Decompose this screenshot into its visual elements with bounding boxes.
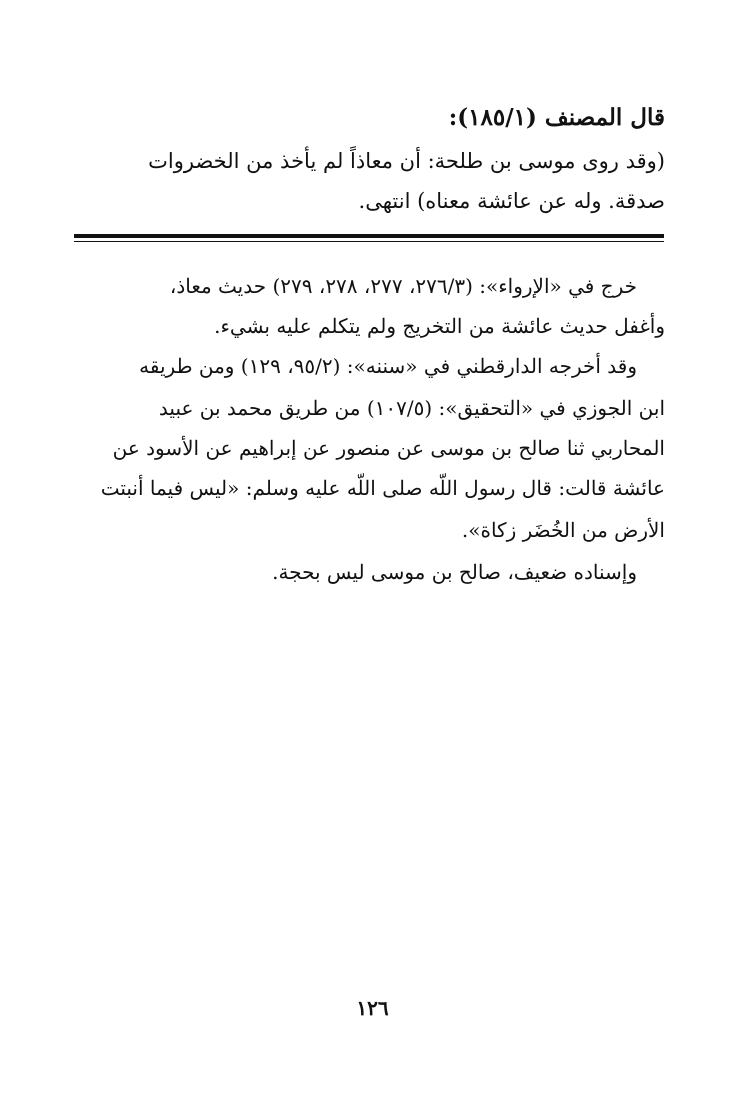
body-line: وقد أخرجه الدارقطني في «سننه»: (٩٥/٢، ١٢٩) ومن طريقه — [139, 354, 637, 378]
quote-line: (وقد روى موسى بن طلحة: أن معاذاً لم يأخذ من الخضروات — [148, 149, 665, 173]
body-line: عائشة قالت: قال رسول اللّه صلى اللّه عليه وسلم: «ليس فيما أنبتت — [100, 476, 665, 500]
body-line: ابن الجوزي في «التحقيق»: (١٠٧/٥) من طريق محمد بن عبيد — [158, 396, 665, 420]
section-heading: قال المصنف (١٨٥/١): — [448, 104, 665, 131]
body-line: وأغفل حديث عائشة من التخريج ولم يتكلم عليه بشيء. — [214, 314, 665, 338]
divider-thick — [74, 234, 664, 238]
body-line: المحاربي ثنا صالح بن موسى عن منصور عن إبراهيم عن الأسود عن — [112, 436, 665, 460]
page-number: ١٢٦ — [356, 996, 389, 1020]
body-line: الأرض من الخُضَر زكاة». — [461, 518, 665, 542]
quote-line: صدقة. وله عن عائشة معناه) انتهى. — [358, 189, 665, 213]
divider-thin — [74, 241, 664, 242]
body-line: وإسناده ضعيف، صالح بن موسى ليس بحجة. — [272, 560, 637, 584]
body-line: خرج في «الإرواء»: (٢٧٦/٣، ٢٧٧، ٢٧٨، ٢٧٩) حديث معاذ، — [169, 274, 637, 298]
